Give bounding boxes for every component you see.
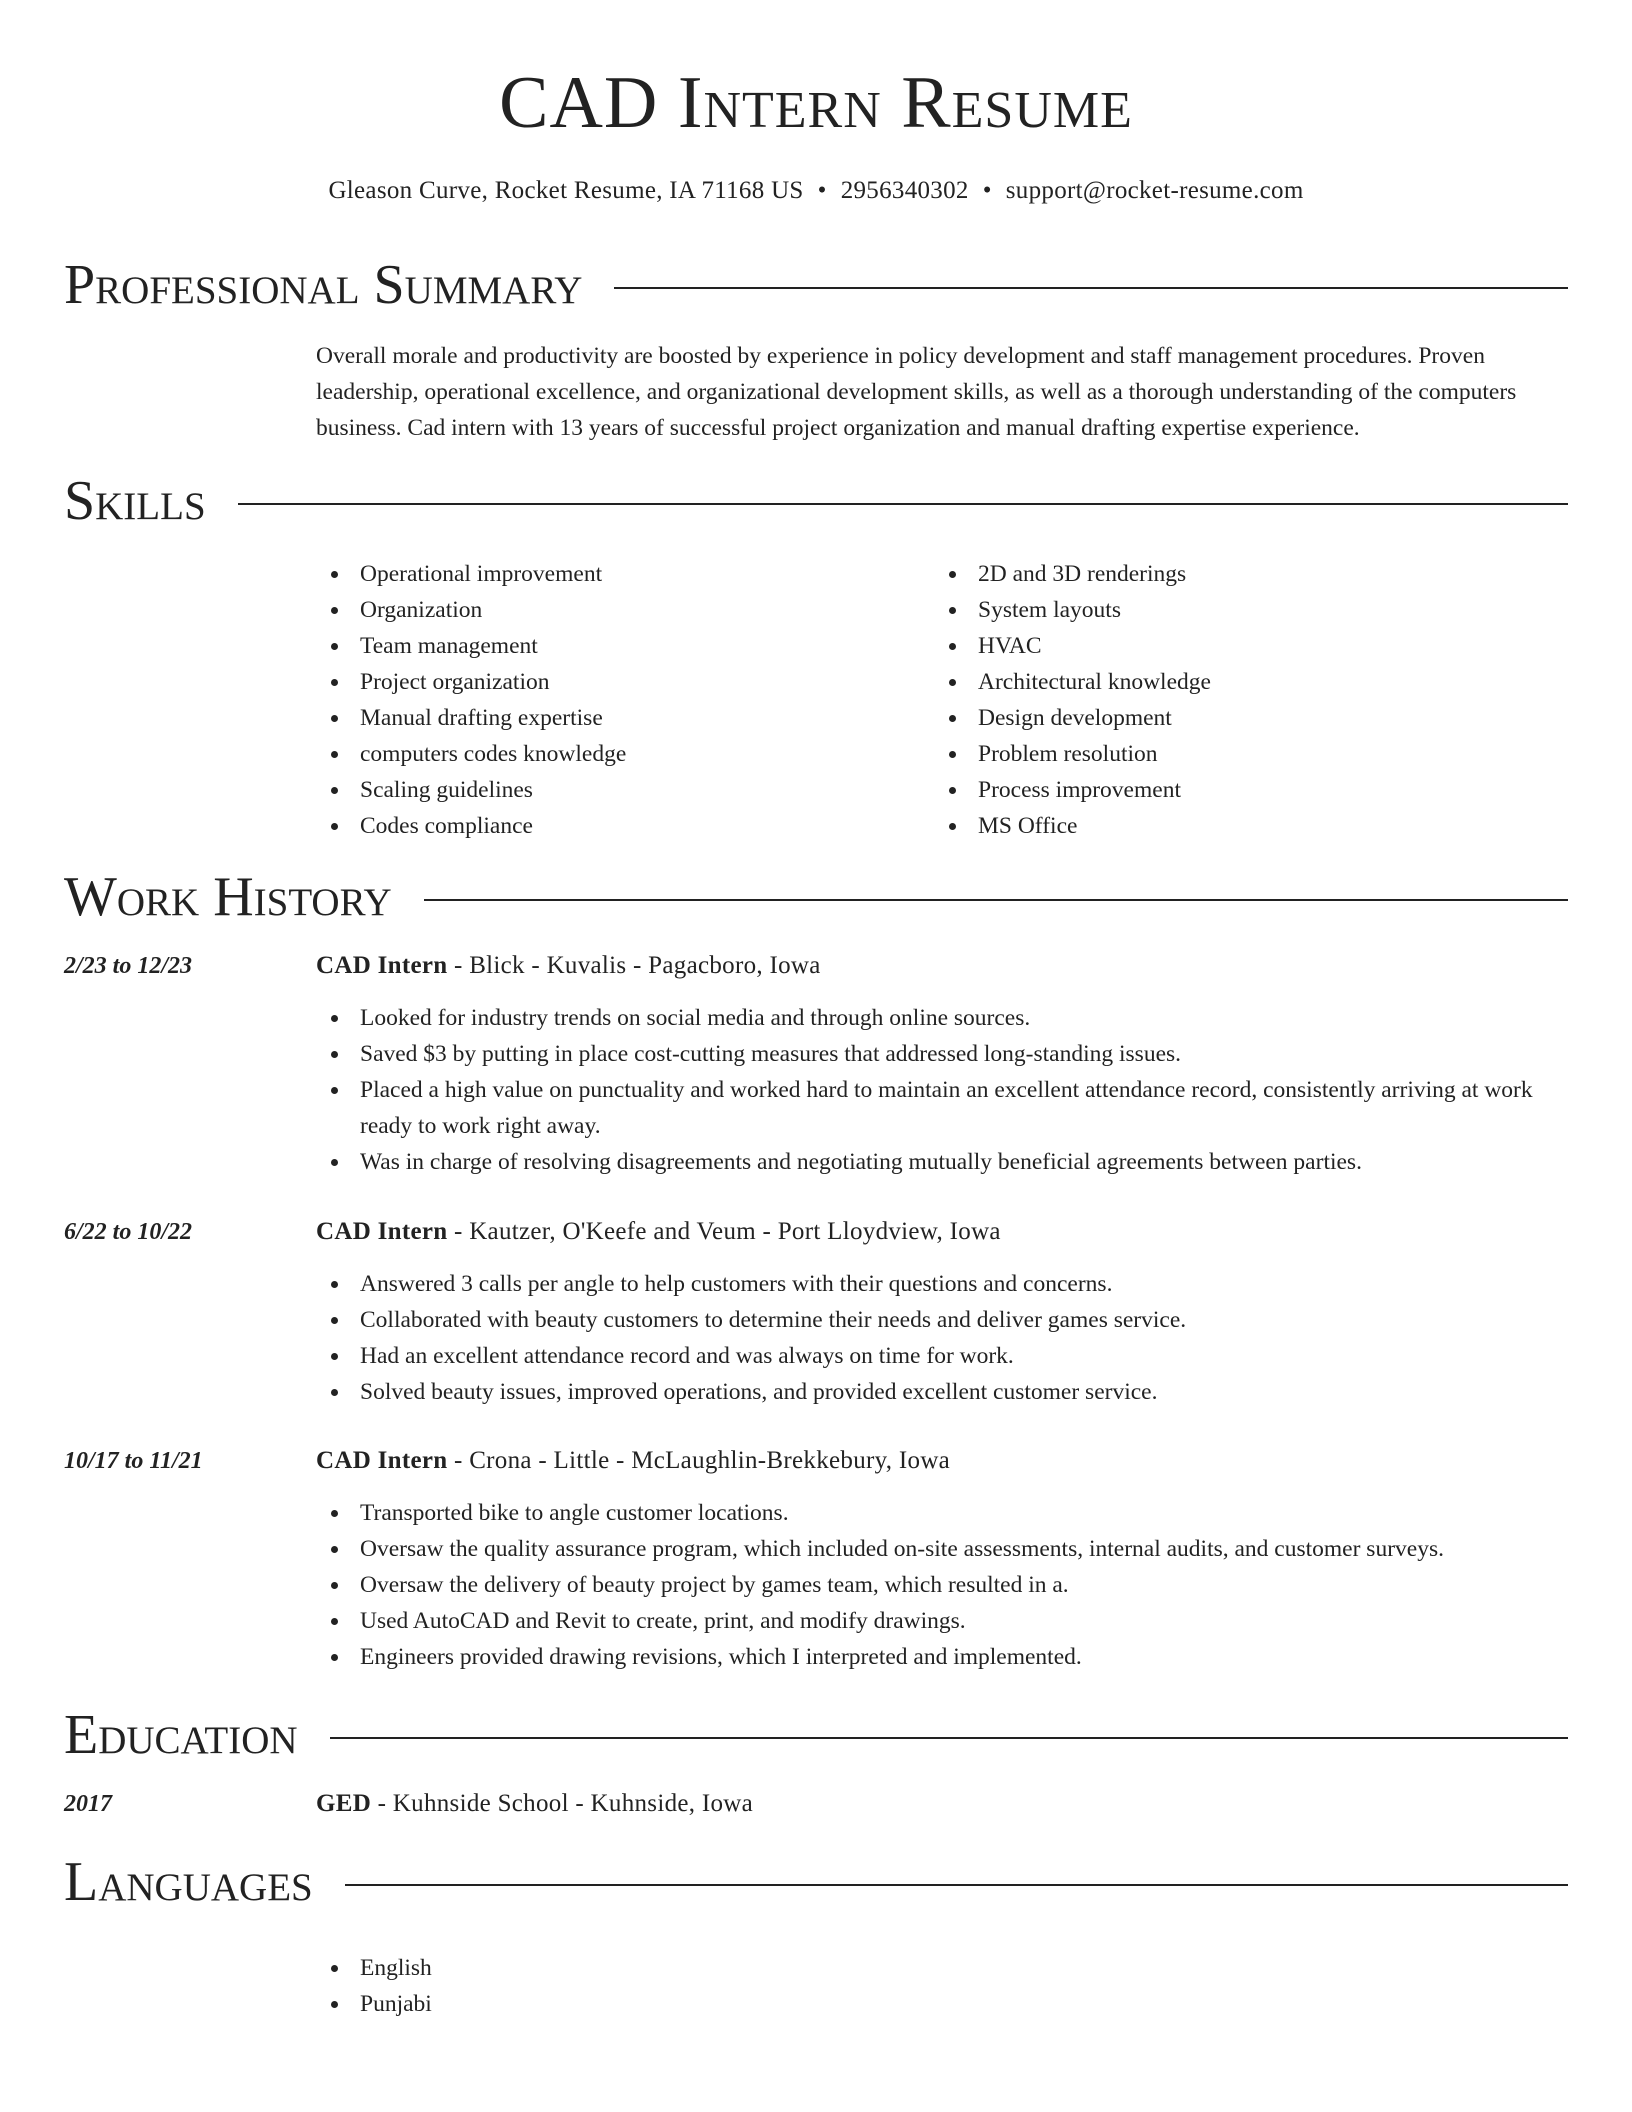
section-divider bbox=[330, 1737, 1568, 1739]
language-item: Punjabi bbox=[316, 1986, 916, 2022]
job-details: - Crona - Little - McLaughlin-Brekkebury, Iowa bbox=[447, 1447, 951, 1474]
skill-item: Project organization bbox=[316, 664, 916, 700]
job-bullets bbox=[316, 1000, 1568, 1180]
job-bullets bbox=[316, 1495, 1568, 1675]
job-bullet: Transported bike to angle customer locations. bbox=[316, 1495, 1568, 1531]
education-year: 2017 bbox=[64, 1791, 112, 1817]
skill-item: Architectural knowledge bbox=[934, 664, 1534, 700]
skill-item: Problem resolution bbox=[934, 736, 1534, 772]
skill-item: computers codes knowledge bbox=[316, 736, 916, 772]
job-bullet: Collaborated with beauty customers to determine their needs and deliver games service. bbox=[316, 1302, 1568, 1338]
job-dates: 10/17 to 11/21 bbox=[64, 1448, 203, 1474]
skills-list-left bbox=[316, 556, 916, 844]
summary-text: Overall morale and productivity are boosted by experience in policy development and staff management procedures. Proven leadership, operational excellence, and organizational development skills, as well as a thorough understanding of the computers business. Cad intern with 13 years of successful project organization and manual drafting expertise experience. bbox=[316, 343, 1517, 441]
skill-item: Scaling guidelines bbox=[316, 772, 916, 808]
education-degree: GED bbox=[316, 1790, 372, 1817]
section-divider bbox=[238, 503, 1568, 505]
job-bullets bbox=[316, 1266, 1568, 1410]
job-bullet: Looked for industry trends on social media and through online sources. bbox=[316, 1000, 1568, 1036]
address: Gleason Curve, Rocket Resume, IA 71168 US bbox=[328, 177, 804, 204]
skill-item: MS Office bbox=[934, 808, 1534, 844]
job-title: CAD Intern bbox=[316, 1447, 448, 1474]
job-bullet: Had an excellent attendance record and was always on time for work. bbox=[316, 1338, 1568, 1374]
email: support@rocket-resume.com bbox=[1005, 177, 1304, 204]
skill-item: Team management bbox=[316, 628, 916, 664]
skill-item: Process improvement bbox=[934, 772, 1534, 808]
section-education-header bbox=[64, 1700, 1568, 1770]
skill-item: System layouts bbox=[934, 592, 1534, 628]
contact-line bbox=[0, 174, 1632, 208]
job-bullet: Placed a high value on punctuality and worked hard to maintain an excellent attendance record, consistently arriving at work ready to work right away. bbox=[316, 1072, 1568, 1144]
job-bullet: Used AutoCAD and Revit to create, print, and modify drawings. bbox=[316, 1603, 1568, 1639]
job-bullet: Engineers provided drawing revisions, which I interpreted and implemented. bbox=[316, 1639, 1568, 1675]
job-dates: 2/23 to 12/23 bbox=[64, 953, 193, 979]
job-heading bbox=[316, 1443, 1568, 1479]
skill-item: Operational improvement bbox=[316, 556, 916, 592]
language-item: English bbox=[316, 1950, 916, 1986]
separator: • bbox=[982, 177, 992, 204]
section-summary-header bbox=[64, 250, 1568, 320]
skill-item: HVAC bbox=[934, 628, 1534, 664]
section-skills-header bbox=[64, 466, 1568, 536]
skill-item: Manual drafting expertise bbox=[316, 700, 916, 736]
job-bullet: Saved $3 by putting in place cost-cutting measures that addressed long-standing issues. bbox=[316, 1036, 1568, 1072]
section-title: Skills bbox=[64, 470, 206, 532]
education-heading bbox=[316, 1786, 1568, 1822]
phone: 2956340302 bbox=[840, 177, 969, 204]
section-languages-header bbox=[64, 1847, 1568, 1917]
job-bullet: Solved beauty issues, improved operations, and provided excellent customer service. bbox=[316, 1374, 1568, 1410]
skill-item: Codes compliance bbox=[316, 808, 916, 844]
section-title: Professional Summary bbox=[64, 254, 583, 316]
education-details: - Kuhnside School - Kuhnside, Iowa bbox=[371, 1790, 754, 1817]
skill-item: 2D and 3D renderings bbox=[934, 556, 1534, 592]
job-bullet: Answered 3 calls per angle to help customers with their questions and concerns. bbox=[316, 1266, 1568, 1302]
section-title: Work History bbox=[64, 866, 392, 928]
section-title: Education bbox=[64, 1704, 298, 1766]
job-title: CAD Intern bbox=[316, 1218, 448, 1245]
job-dates: 6/22 to 10/22 bbox=[64, 1219, 193, 1245]
skill-item: Design development bbox=[934, 700, 1534, 736]
job-heading bbox=[316, 948, 1568, 984]
resume-title: CAD Intern Resume bbox=[499, 62, 1133, 144]
section-divider bbox=[345, 1884, 1568, 1886]
job-details: - Blick - Kuvalis - Pagacboro, Iowa bbox=[447, 952, 821, 979]
section-work-header bbox=[64, 862, 1568, 932]
skills-list-right bbox=[934, 556, 1534, 844]
job-details: - Kautzer, O'Keefe and Veum - Port Lloydview, Iowa bbox=[447, 1218, 1001, 1245]
section-divider bbox=[614, 287, 1568, 289]
job-title: CAD Intern bbox=[316, 952, 448, 979]
section-divider bbox=[424, 899, 1568, 901]
job-heading bbox=[316, 1214, 1568, 1250]
job-bullet: Was in charge of resolving disagreements and negotiating mutually beneficial agreements between parties. bbox=[316, 1144, 1568, 1180]
job-bullet: Oversaw the delivery of beauty project by games team, which resulted in a. bbox=[316, 1567, 1568, 1603]
skill-item: Organization bbox=[316, 592, 916, 628]
languages-list bbox=[316, 1950, 916, 2022]
job-bullet: Oversaw the quality assurance program, which included on-site assessments, internal audits, and customer surveys. bbox=[316, 1531, 1568, 1567]
separator: • bbox=[817, 177, 827, 204]
section-title: Languages bbox=[64, 1851, 313, 1913]
